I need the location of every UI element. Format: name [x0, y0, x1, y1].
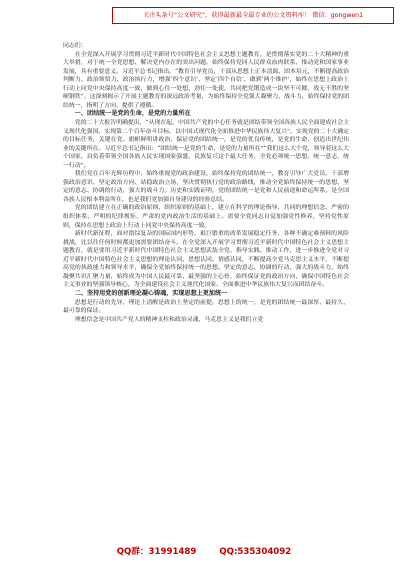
section-heading-1: 一、团结统一是党的生命，是党的力量所在 [74, 110, 191, 118]
promo-banner: 关注头条号“公文研究”，获得最新最全最专业的公文资料库！ 微信：gongwen1 [112, 7, 394, 24]
contact-footer [0, 545, 408, 557]
paragraph: 在全党深入开展学习贯彻习近平新时代中国特色社会主义思想主题教育，是贯彻落实党的二十大精神的重大举措，对于统一全党思想、解决党内存在的突出问题、始终保持党同人民群众血肉联系、推动党和国家事业发展，具有重要意义。习近平总书记指出，“教育引导党员、干部从思想上正本清源、固本培元，不断提高政治判断力、政治领悟力、政治执行力，增强‘四个意识’、坚定‘四个自信’、做到‘两个维护’，始终在思想上政治上行动上同党中央保持高度一致，做到心往一处想、劲往一处使，共同把党锻造成一块坚不可摧、战无不胜的坚硬钢铁”。这深刻揭示了开展主题教育的深远政治考量，为始终保持全党强大凝聚力、战斗力，始终保持党的团结统一，指明了方向，提供了遵循。 [63, 51, 349, 109]
paragraph: 新时代新征程，面对错综复杂的国际国内形势、艰巨繁重的改革发展稳定任务，各种不确定难预料的风险挑战，比以往任何时候都更加需要团结奋斗。在全党深入开展学习贯彻习近平新时代中国特色社会主义思想主题教育，就是要用习近平新时代中国特色社会主义思想武装全党、指导实践、推动工作，进一步推进全党对习近平新时代中国特色社会主义思想的理论认同、思想认同、情感认同，不断提高全党马克思主义水平，不断提高党的执政能力和领导水平，确保全党始终保持统一的思想、坚定的意志、协调的行动、强大的战斗力，始终凝聚共识汇聚力量，始终成为中国人民最可靠、最坚强的主心骨，始终保证党的政治方向，确保中国特色社会主义事业的坚强领导核心，为全面建设社会主义现代化国家、全面推进中华民族伟大复兴而团结奋斗。 [63, 231, 349, 289]
paragraph: 理想信念是中国共产党人的精神支柱和政治灵魂，马克思主义是我们立党 [74, 316, 264, 323]
paragraph: 党的二十大报告明确提出，“从现在起，中国共产党的中心任务就是团结带领全国各族人民全面建成社会主义现代化强国、实现第二个百年奋斗目标，以中国式现代化全面推进中华民族伟大复兴”。实现党的二十大确定的目标任务，关键在党。旗帜鲜明讲政治、保证党的团结统一，是党的优良传统，是党的生命，创造出世纪伟业的关键所在。习近平总书记指出：“团结统一是党的生命，是党的力量所在”“我们这么大个党，领导着这么大个国家，肩负着带领全国各族人民实现国家强盛、民族复兴这个最大任务，全党必须统一思想、统一意志、统一行动”。 [63, 119, 349, 169]
paragraph: 我们党在百年光辉历程中，始终重视党的政治建设，始终保持党的团结统一，教育引导广大党员、干部增强政治意识、坚定政治方向、站稳政治立场，坚决贯彻执行党的政治路线，推动全党始终保持统一的思想、坚定的意志、协调的行动，强大的战斗力。历史和实践证明，党的团结统一是党和人民前途和命运所系，是全国各族人民根本利益所在，也是我们党加强自身建设的经验总结。 [63, 171, 349, 203]
paragraph: 思想是行动的先导，理论上清醒是政治上坚定的前提。思想上的统一，是党的团结统一最深厚、最持久、最可靠的保证。 [63, 299, 349, 315]
section-heading-2: 二、坚持用党的创新理论凝心铸魂，实现思想上更加统一 [74, 289, 228, 297]
qq-text: QQ:535304092 [219, 547, 292, 557]
document-body [63, 42, 349, 324]
paragraph: 党的团结建立在正确的政治原则、组织原则的基础上，建立在科学的理论指导、共同的理想信念、严密的组织体系、严明的纪律规矩、严肃的党内政治生活的基础上。需要全党同志自觉加强党性修养，坚持党性原则，保持在思想上政治上行动上同党中央保持高度一致。 [63, 205, 349, 229]
greeting: 同志们： [63, 43, 87, 49]
qq-group-text: QQ群：31991489 [116, 547, 197, 557]
